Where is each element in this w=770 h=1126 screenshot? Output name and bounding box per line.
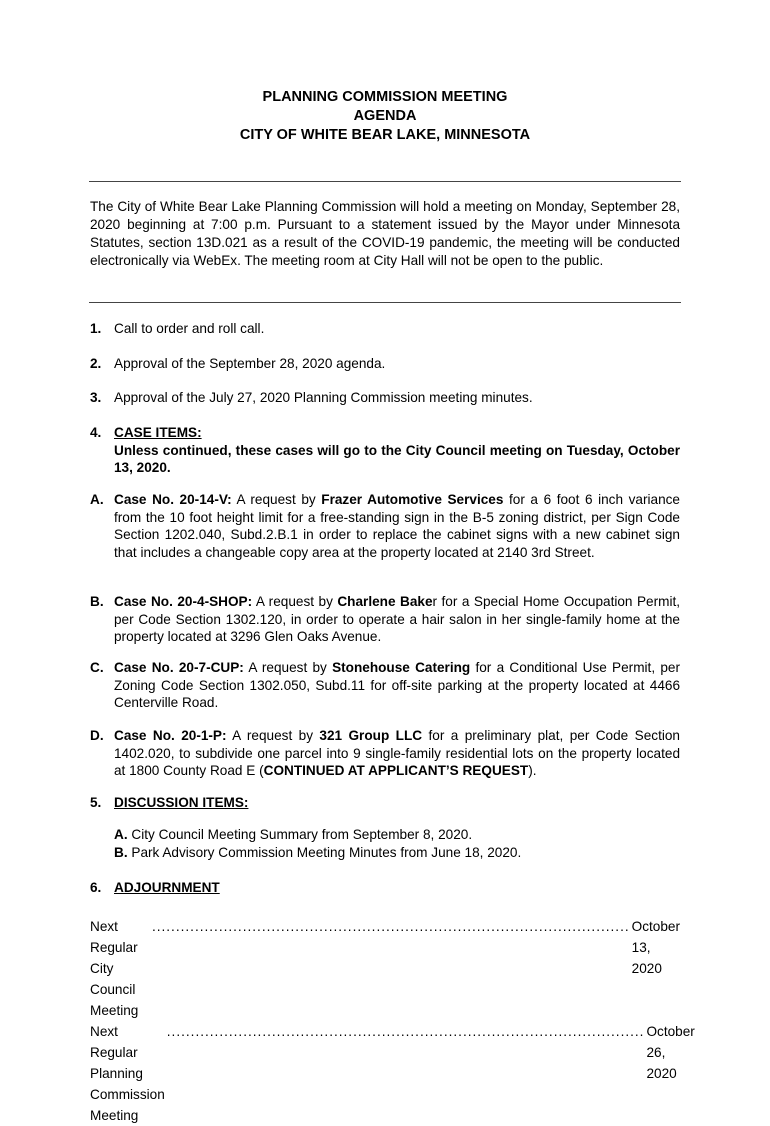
- item-letter: D.: [90, 728, 104, 743]
- item-number: 3.: [90, 390, 102, 405]
- agenda-item-4: [90, 424, 680, 477]
- case-number: Case No. 20-14-V:: [114, 492, 232, 507]
- item-letter: A.: [90, 492, 104, 507]
- item-number: 5.: [90, 795, 102, 810]
- agenda-item-5: [90, 794, 680, 812]
- case-item-c: [90, 659, 680, 712]
- case-items-note: Unless continued, these cases will go to the City Council meeting on Tuesday, October 13, 2020.: [114, 442, 680, 475]
- case-item-b: [90, 593, 680, 646]
- agenda-item-1: [90, 320, 680, 338]
- case-number: Case No. 20-1-P:: [114, 728, 227, 743]
- case-description: for a 6 foot 6 inch variance from the 10 foot height limit for a free-standing sign in the B-5 zoning district, per Sign Code Section 1202.040, Subd.2.B.1 in order to replace the cabinet signs with a new cabinet sign that includes a changeable copy area at the property located at 2140 3rd Street.: [114, 492, 680, 560]
- council-meeting-label: Next Regular City Council Meeting: [90, 919, 139, 1018]
- case-request-prefix: A request by: [252, 594, 338, 609]
- council-meeting-row: [90, 916, 680, 1021]
- applicant-name: Charlene Bake: [337, 594, 433, 609]
- dot-leader: ....................................................................................................: [151, 919, 630, 934]
- item-text: City Council Meeting Summary from September 8, 2020.: [131, 827, 473, 842]
- title-line-2: AGENDA: [353, 108, 417, 124]
- top-divider: [89, 181, 681, 182]
- case-number: Case No. 20-7-CUP:: [114, 660, 244, 675]
- item-number: 4.: [90, 425, 102, 440]
- case-items-heading: CASE ITEMS:: [114, 425, 202, 440]
- upcoming-meetings: [90, 916, 695, 1126]
- case-description: for a Conditional Use Permit, per Zoning Code Section 1302.050, Subd.11 for off-site parking at the property located at 4466 Centerville Road.: [114, 660, 680, 710]
- item-number: 2.: [90, 356, 102, 371]
- bottom-divider: [89, 302, 681, 303]
- title-line-3: CITY OF WHITE BEAR LAKE, MINNESOTA: [239, 127, 531, 143]
- item-letter: B.: [114, 845, 128, 860]
- document-title: [0, 88, 770, 145]
- agenda-item-6: [90, 879, 680, 897]
- continued-note: CONTINUED AT APPLICANT’S REQUEST: [263, 763, 529, 778]
- planning-meeting-row: [90, 1021, 695, 1126]
- applicant-name: Frazer Automotive Services: [321, 492, 504, 507]
- applicant-name: 321 Group LLC: [319, 728, 423, 743]
- intro-paragraph: The City of White Bear Lake Planning Commission will hold a meeting on Monday, September 28, 2020 beginning at 7:00 p.m. Pursuant to a statement issued by the Mayor under Minnesota Statutes, section 13D.021 as a result of the COVID-19 pandemic, the meeting will be conducted electronically via WebEx. The meeting room at City Hall will not be open to the public.: [90, 199, 680, 268]
- case-description: for a preliminary plat, per Code Section 1402.020, to subdivide one parcel into 9 single-family residential lots on the property located at 1800 County Road E (: [114, 728, 680, 778]
- item-text: Park Advisory Commission Meeting Minutes from June 18, 2020.: [131, 845, 522, 860]
- item-number: 6.: [90, 880, 102, 895]
- agenda-item-3: [90, 389, 680, 407]
- item-letter: A.: [114, 827, 128, 842]
- item-letter: C.: [90, 660, 104, 675]
- case-item-d: [90, 727, 680, 780]
- adjournment-heading: ADJOURNMENT: [114, 880, 220, 895]
- item-text: Approval of the September 28, 2020 agenda.: [114, 356, 386, 371]
- title-line-1: PLANNING COMMISSION MEETING: [262, 89, 508, 105]
- applicant-name: Stonehouse Catering: [332, 660, 471, 675]
- item-number: 1.: [90, 321, 102, 336]
- item-text: Approval of the July 27, 2020 Planning Commission meeting minutes.: [114, 390, 533, 405]
- case-request-prefix: A request by: [243, 660, 333, 675]
- case-end: ).: [528, 763, 537, 778]
- item-text: Call to order and roll call.: [114, 321, 265, 336]
- council-meeting-date: October 13, 2020: [631, 919, 680, 976]
- case-description: for a Special Home Occupation Permit, per Code Section 1302.120, in order to operate a hair salon in her single-family home at the property located at 3296 Glen Oaks Avenue.: [114, 594, 681, 644]
- dot-leader: ....................................................................................................: [166, 1024, 645, 1039]
- planning-meeting-date: October 26, 2020: [646, 1024, 695, 1081]
- discussion-item-b: [114, 844, 521, 862]
- case-request-prefix: A request by: [226, 728, 320, 743]
- agenda-item-2: [90, 355, 680, 373]
- item-letter: B.: [90, 594, 104, 609]
- planning-meeting-label: Next Regular Planning Commission Meeting: [90, 1024, 165, 1123]
- discussion-heading: DISCUSSION ITEMS:: [114, 795, 249, 810]
- discussion-item-a: [114, 826, 472, 844]
- applicant-name-tail: r: [432, 594, 438, 609]
- case-number: Case No. 20-4-SHOP:: [114, 594, 253, 609]
- case-item-a: [90, 491, 680, 561]
- case-request-prefix: A request by: [231, 492, 322, 507]
